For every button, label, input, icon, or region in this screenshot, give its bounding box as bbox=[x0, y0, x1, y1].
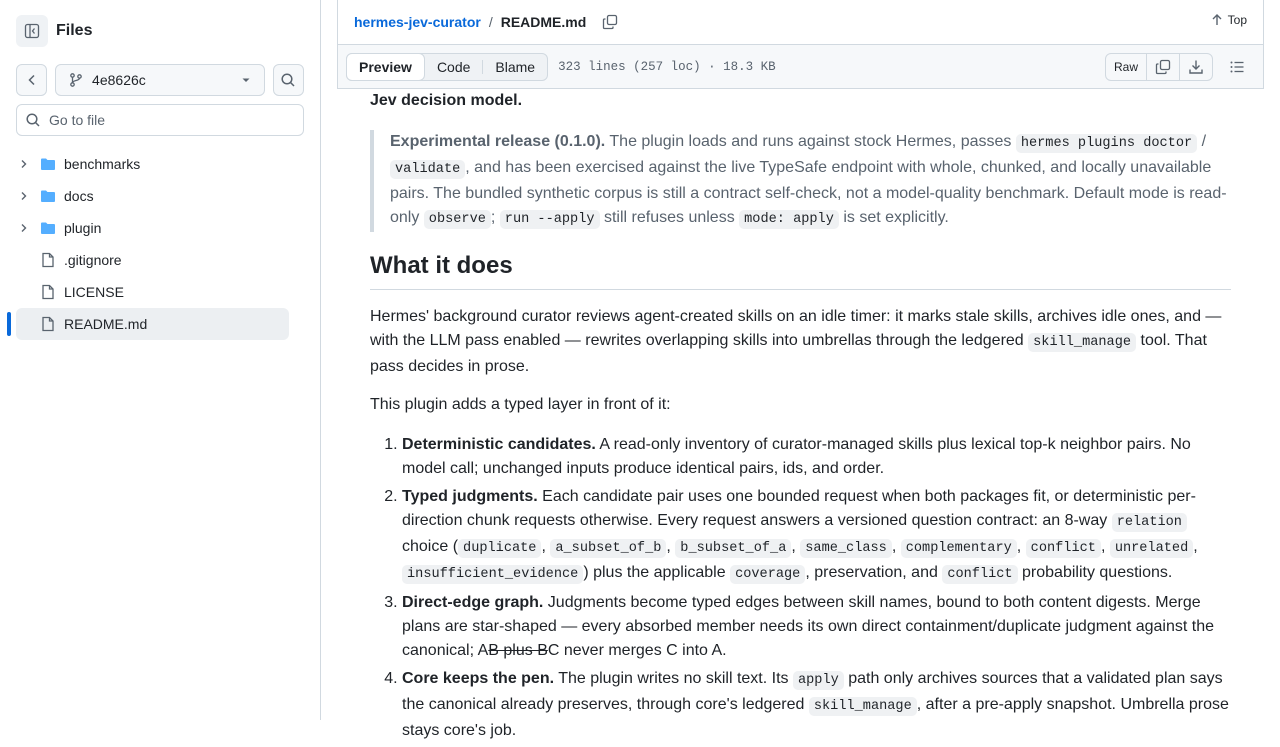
tree-item-label: docs bbox=[64, 188, 94, 204]
list-unordered-icon bbox=[1229, 59, 1245, 75]
inline-code: hermes plugins doctor bbox=[1016, 134, 1197, 153]
tree-item-docs[interactable] bbox=[16, 180, 289, 212]
inline-code: observe bbox=[424, 210, 491, 229]
chevron-right-icon bbox=[18, 158, 30, 170]
quote-strong: Experimental release (0.1.0). bbox=[390, 133, 606, 150]
inline-code: coverage bbox=[730, 565, 805, 584]
inline-code: duplicate bbox=[458, 539, 541, 558]
list-item bbox=[402, 433, 1231, 481]
list-item-text: C never merges C into A. bbox=[547, 642, 727, 659]
caret-down-icon bbox=[240, 74, 252, 86]
branch-row bbox=[16, 64, 304, 96]
search-icon bbox=[25, 112, 41, 128]
paragraph-text: tool. That pass decides in prose. bbox=[370, 332, 1207, 375]
paragraph-text: Hermes' background curator reviews agent-created skills on an idle timer: it marks stale skills, archives idle ones, and — with the LLM pass enabled — rewrites overlapping skills into umbrellas through the ledgered bbox=[370, 308, 1222, 349]
quote-text: ; bbox=[490, 209, 500, 226]
chevron-right-icon bbox=[18, 190, 30, 202]
tree-item-label: plugin bbox=[64, 220, 102, 236]
sidebar-title: Files bbox=[56, 22, 93, 39]
active-indicator bbox=[7, 312, 11, 336]
raw-actions-group bbox=[1105, 53, 1213, 81]
inline-code: a_subset_of_b bbox=[550, 539, 666, 558]
list-item bbox=[402, 485, 1231, 587]
list-item-text: The plugin writes no skill text. Its bbox=[554, 670, 793, 687]
tree-item-readme[interactable] bbox=[16, 308, 289, 340]
list-item-title: Direct-edge graph. bbox=[402, 594, 544, 611]
git-branch-icon bbox=[68, 72, 84, 88]
quote-text: is set explicitly. bbox=[838, 209, 949, 226]
copy-icon bbox=[1155, 59, 1171, 75]
raw-button[interactable]: Raw bbox=[1106, 54, 1147, 80]
quote-text: The plugin loads and runs against stock Hermes, passes bbox=[605, 133, 1016, 150]
list-item-text: , after a pre-apply snapshot. Umbrella prose stays core's job. bbox=[402, 696, 1229, 739]
inline-code: apply bbox=[793, 671, 844, 690]
tree-item-label: LICENSE bbox=[64, 284, 124, 300]
tree-item-label: benchmarks bbox=[64, 156, 141, 172]
feature-list bbox=[370, 433, 1231, 747]
folder-icon bbox=[40, 156, 56, 172]
chevron-right-icon bbox=[18, 222, 30, 234]
list-item-text: path only archives sources that a validated plan says the canonical already preserves, through core's ledgered bbox=[402, 670, 1223, 713]
list-item-title: Core keeps the pen. bbox=[402, 670, 555, 687]
toolbar-actions bbox=[1105, 53, 1251, 81]
inline-code: b_subset_of_a bbox=[675, 539, 791, 558]
tree-item-benchmarks[interactable] bbox=[16, 148, 289, 180]
file-icon bbox=[40, 252, 56, 268]
list-item-text: choice ( bbox=[402, 538, 459, 555]
file-view bbox=[337, 0, 1264, 739]
list-item-text: , bbox=[666, 538, 676, 555]
top-label: Top bbox=[1227, 13, 1247, 27]
inline-code: conflict bbox=[1026, 539, 1101, 558]
strikethrough-text: B plus B bbox=[488, 642, 548, 659]
list-item-text: , preservation, and bbox=[805, 564, 943, 581]
tree-item-plugin[interactable] bbox=[16, 212, 289, 244]
file-icon bbox=[40, 284, 56, 300]
arrow-up-icon bbox=[1210, 13, 1224, 27]
list-item-text: Each candidate pair uses one bounded request when both packages fit, or deterministic per-direction chunk requests otherwise. Every request answers a versioned question contract: an 8-way bbox=[402, 488, 1196, 529]
sidebar-header bbox=[16, 15, 92, 47]
view-mode-switch bbox=[346, 53, 548, 81]
back-button[interactable] bbox=[16, 64, 47, 96]
go-to-file-field[interactable] bbox=[16, 104, 304, 136]
readme-lead-text: Jev decision model. bbox=[370, 92, 523, 109]
tab-preview[interactable]: Preview bbox=[346, 53, 425, 81]
inline-code: relation bbox=[1112, 513, 1187, 532]
list-item-text: ) plus the applicable bbox=[583, 564, 731, 581]
folder-icon bbox=[40, 188, 56, 204]
inline-code: same_class bbox=[800, 539, 892, 558]
inline-code: unrelated bbox=[1110, 539, 1193, 558]
file-icon bbox=[40, 316, 56, 332]
inline-code: conflict bbox=[942, 565, 1017, 584]
collapse-sidebar-button[interactable] bbox=[16, 15, 48, 47]
section-heading: What it does bbox=[370, 249, 1231, 290]
quote-text: , and has been exercised against the live TypeSafe endpoint with whole, chunked, and locally unavailable pairs. The bundled synthetic corpus is still a contract self-check, not a model-quality benchmark. Default mode is read-only bbox=[390, 159, 1227, 226]
list-item-text: probability questions. bbox=[1017, 564, 1173, 581]
branch-selector[interactable] bbox=[55, 64, 265, 96]
tree-item-label: README.md bbox=[64, 316, 148, 332]
paragraph bbox=[370, 305, 1231, 379]
list-item-title: Typed judgments. bbox=[402, 488, 538, 505]
list-item-text: , bbox=[1100, 538, 1110, 555]
outline-button[interactable] bbox=[1223, 53, 1251, 81]
search-icon bbox=[280, 72, 296, 88]
breadcrumb-separator: / bbox=[488, 14, 493, 30]
file-tree bbox=[16, 148, 289, 340]
inline-code: skill_manage bbox=[809, 697, 917, 716]
list-item bbox=[402, 667, 1231, 743]
file-info: 323 lines (257 loc) · 18.3 KB bbox=[558, 59, 776, 74]
inline-code: mode: apply bbox=[739, 210, 839, 229]
tree-item-license[interactable] bbox=[16, 276, 289, 308]
chevron-left-icon bbox=[24, 72, 40, 88]
inline-code: run --apply bbox=[500, 210, 600, 229]
list-item-title: Deterministic candidates. bbox=[402, 436, 596, 453]
back-to-top-button[interactable] bbox=[1210, 13, 1247, 27]
list-item-text: A read-only inventory of curator-managed skills plus lexical top-k neighbor pairs. No model call; unchanged inputs produce identical pairs, ids, and order. bbox=[402, 436, 1191, 477]
download-button[interactable] bbox=[1180, 54, 1212, 80]
list-item-text: Judgments become typed edges between skill names, bound to both content digests. Merge plans are star-shaped — every absorbed member needs its own direct containment/duplicate judgment against the canonical; A bbox=[402, 594, 1215, 659]
breadcrumb-repo-link[interactable]: hermes-jev-curator bbox=[354, 14, 481, 30]
file-toolbar bbox=[337, 45, 1264, 89]
sidebar-collapse-icon bbox=[24, 23, 40, 39]
copy-path-button[interactable] bbox=[600, 12, 620, 32]
tree-item-gitignore[interactable] bbox=[16, 244, 289, 276]
copy-icon bbox=[602, 14, 618, 30]
tab-blame[interactable]: Blame bbox=[495, 58, 536, 75]
inline-code: validate bbox=[390, 160, 465, 179]
folder-icon bbox=[40, 220, 56, 236]
tree-item-label: .gitignore bbox=[64, 252, 122, 268]
tab-code[interactable]: Code bbox=[436, 58, 471, 75]
list-item-text: , bbox=[791, 538, 801, 555]
list-item-text: , bbox=[1193, 538, 1198, 555]
inline-code: skill_manage bbox=[1028, 333, 1136, 352]
quote-text: / bbox=[1197, 133, 1207, 150]
download-icon bbox=[1188, 59, 1204, 75]
go-to-file-input[interactable] bbox=[49, 112, 289, 128]
copy-raw-button[interactable] bbox=[1147, 54, 1180, 80]
branch-name: 4e8626c bbox=[92, 72, 146, 88]
file-header bbox=[337, 0, 1264, 45]
list-item-text: , bbox=[891, 538, 901, 555]
search-files-button[interactable] bbox=[273, 64, 304, 96]
breadcrumb-file: README.md bbox=[500, 14, 587, 30]
inline-code: complementary bbox=[901, 539, 1017, 558]
file-tree-sidebar bbox=[0, 0, 321, 720]
release-note-blockquote bbox=[370, 130, 1231, 232]
paragraph: This plugin adds a typed layer in front of it: bbox=[370, 396, 671, 413]
quote-text: still refuses unless bbox=[599, 209, 740, 226]
list-item-text: , bbox=[1016, 538, 1026, 555]
inline-code: insufficient_evidence bbox=[402, 565, 583, 584]
list-item bbox=[402, 591, 1231, 663]
list-item-text: , bbox=[541, 538, 551, 555]
